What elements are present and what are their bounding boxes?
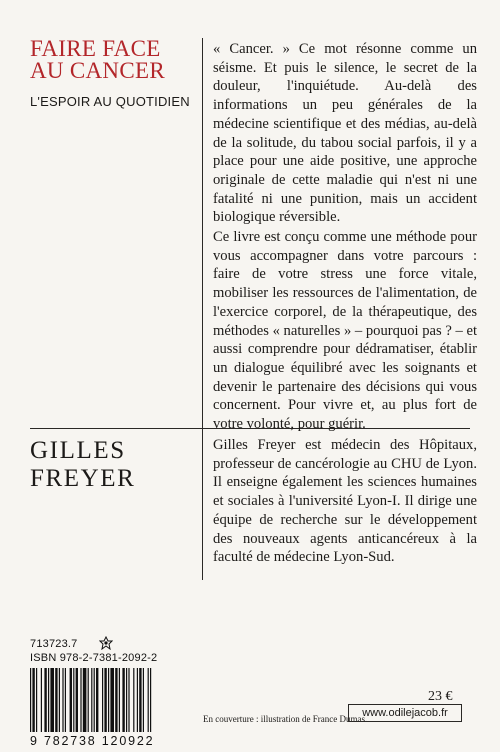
barcode-bar [115, 668, 117, 732]
barcode-bar [88, 668, 89, 732]
author-name-line-1: GILLES [30, 437, 126, 464]
barcode-bar [104, 668, 106, 732]
ean-digits: 9 782738 120922 [30, 734, 155, 748]
price-label: 23 € [428, 689, 453, 704]
blurb-text [213, 40, 477, 434]
book-title [30, 38, 200, 82]
barcode-bar [83, 668, 87, 732]
barcode-bar [133, 668, 134, 732]
product-code: 713723.7 [30, 638, 78, 650]
barcode-bar [73, 668, 74, 732]
blurb-paragraph-2: Ce livre est conçu comme une méthode pour vous accompagner dans votre parcours : faire de votre stress une force vitale, mobiliser les ressources de l'alimentation, de l'exercice corporel, de la thérapeutique, des méthodes « naturelles » – pourquoi pas ? – et aussi comprendre pour dédramatiser, établir un dialogue équilibré avec les soignants et devenir le partenaire des décisions qui vous concernent. Pour vivre et, au plus fort de votre volonté, pour guérir. [213, 229, 477, 433]
book-title-line-2: AU CANCER [30, 58, 165, 83]
cover-credit: En couverture : illustration de France Dumas. [203, 714, 368, 724]
barcode-bar [139, 668, 141, 732]
barcode-bar [126, 668, 127, 732]
barcode-bar [148, 668, 149, 732]
barcode-bar [143, 668, 144, 732]
barcode-bar [110, 668, 114, 732]
barcode-bar [137, 668, 138, 732]
barcode-bar [48, 668, 49, 732]
author-name-line-2: FREYER [30, 465, 136, 492]
barcode-image [30, 668, 202, 732]
barcode-bar [50, 668, 54, 732]
barcode-bar [36, 668, 37, 732]
barcode-bar [150, 668, 151, 732]
barcode-bar [62, 668, 63, 732]
barcode-bar [119, 668, 120, 732]
barcode-bar [102, 668, 103, 732]
publisher-website: www.odilejacob.fr [348, 704, 462, 722]
barcode-bar [32, 668, 34, 732]
barcode-bar [30, 668, 31, 732]
barcode-bar [44, 668, 46, 732]
barcode-bar [96, 668, 98, 732]
blurb-paragraph-1: « Cancer. » Ce mot résonne comme un séisme. Et puis le silence, le secret de la douleur, l'inquiétude. Au-delà des informations un peu générales de la médecine scientifique et des médias, au-delà de la solitude, du tabou social parfois, il y a place pour une aide positive, une approche originale de cette maladie qui n'est ni une fatalité ni une punition, mais un accident biologique réversible. [213, 41, 477, 226]
barcode-bar [80, 668, 81, 732]
barcode-bar [41, 668, 42, 732]
barcode-bar [70, 668, 72, 732]
author-bio-text: Gilles Freyer est médecin des Hôpitaux, professeur de cancérologie au CHU de Lyon. Il enseigne également les sciences humaines et sociales à l'université Lyon-I. Il dirige une équipe de recherche sur le développement des nouveaux agents anticancéreux à la faculté de médecine Lyon-Sud. [213, 437, 477, 566]
book-subtitle: L'ESPOIR AU QUOTIDIEN [30, 94, 190, 109]
barcode-bar [122, 668, 124, 732]
barcode-bar [59, 668, 60, 732]
barcode-bar [128, 668, 129, 732]
barcode-bar [91, 668, 92, 732]
author-name [30, 437, 200, 493]
barcode-bar [108, 668, 109, 732]
isbn-number: ISBN 978-2-7381-2092-2 [30, 652, 158, 664]
barcode-bar [55, 668, 57, 732]
barcode-bar [76, 668, 78, 732]
publisher-emblem-icon [99, 636, 113, 653]
vertical-divider [202, 38, 203, 580]
barcode-bar [94, 668, 95, 732]
author-bio [213, 436, 477, 567]
barcode-bar [65, 668, 66, 732]
book-title-line-1: FAIRE FACE [30, 36, 161, 61]
